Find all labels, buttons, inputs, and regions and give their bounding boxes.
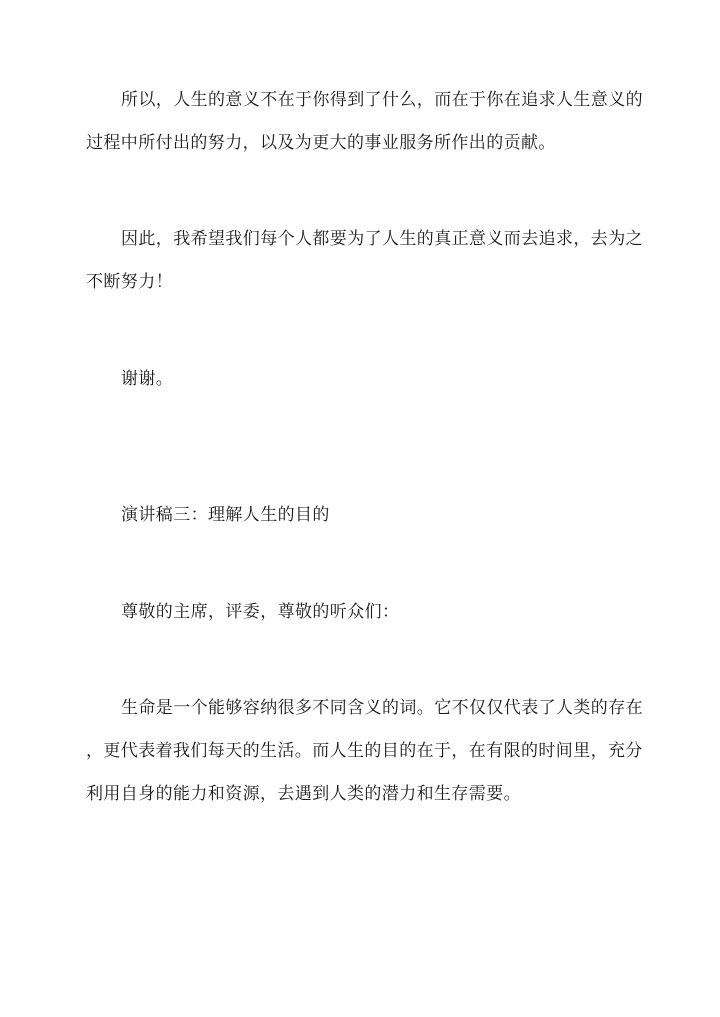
paragraph-6-line-3: 利用自身的能力和资源，去遇到人类的潜力和生存需要。 [86, 784, 521, 804]
salutation-line: 尊敬的主席，评委，尊敬的听众们： [121, 602, 400, 622]
thanks-line: 谢谢。 [121, 369, 174, 389]
paragraph-2-line-1: 因此，我希望我们每个人都要为了人生的真正意义而去追求，去为之 [121, 229, 643, 249]
paragraph-6-line-1: 生命是一个能够容纳很多不同含义的词。它不仅仅代表了人类的存在 [121, 698, 643, 718]
paragraph-6-line-2: ，更代表着我们每天的生活。而人生的目的在于，在有限的时间里，充分 [86, 741, 643, 761]
paragraph-1-line-1: 所以，人生的意义不在于你得到了什么，而在于你在追求人生意义的 [121, 90, 643, 110]
paragraph-2-line-2: 不断努力！ [86, 272, 173, 292]
paragraph-1-line-2: 过程中所付出的努力，以及为更大的事业服务所作出的贡献。 [86, 133, 556, 153]
speech-heading: 演讲稿三：理解人生的目的 [121, 505, 330, 525]
